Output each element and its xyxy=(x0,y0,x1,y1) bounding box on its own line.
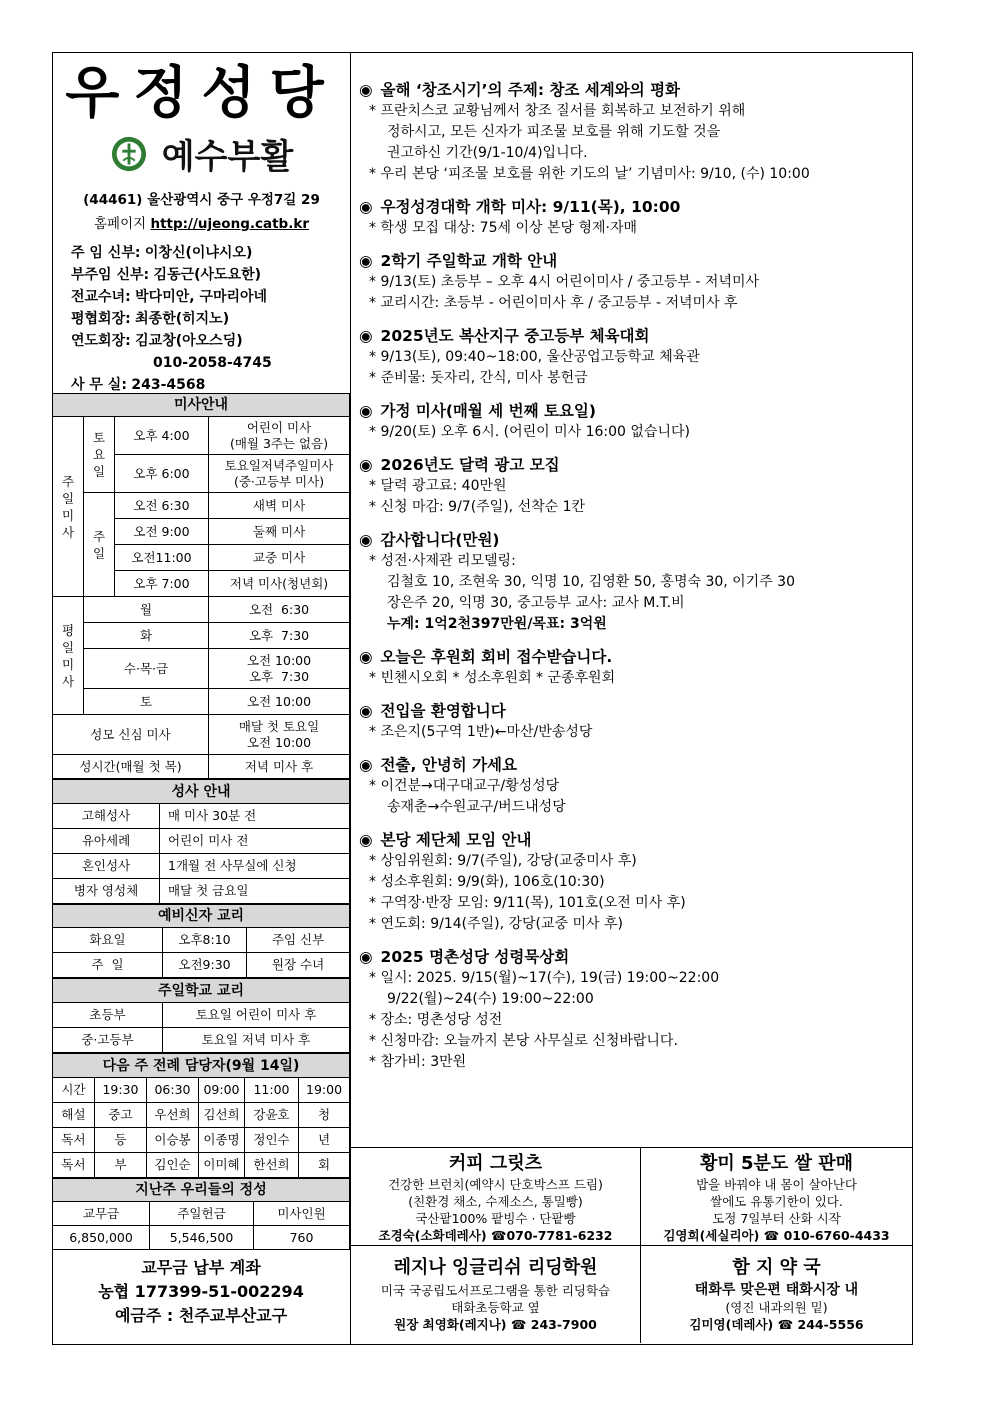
staff-row xyxy=(71,352,350,374)
notice-title-row xyxy=(359,454,912,476)
saturday-label xyxy=(84,417,115,493)
ad-line: (영진 내과의원 밑) xyxy=(725,1300,828,1315)
duty-cell: 한선희 xyxy=(245,1153,299,1178)
notice-section xyxy=(359,196,912,239)
notice-line: * 성전·사제관 리모델링: xyxy=(369,553,516,569)
vertical-label-text: 평 일 미 사 xyxy=(61,622,75,689)
staff-role: 사 무 실: xyxy=(71,377,127,393)
staff-role: 주 임 신부: xyxy=(71,245,141,261)
holy-hour-value: 저녁 미사 후 xyxy=(209,755,350,779)
notice-section xyxy=(359,79,912,185)
notice-line: * 우리 본당 ‘피조물 보호를 위한 기도의 날’ 기념미사: 9/10, (수) 10:00 xyxy=(369,166,810,182)
homepage-label: 홈페이지 xyxy=(94,216,147,232)
sunday-sub-label xyxy=(84,493,115,597)
ad-title: 레지나 잉글리쉬 리딩학원 xyxy=(393,1257,598,1278)
notice-line: * 신청마감: 오늘까지 본당 사무실로 신청바랍니다. xyxy=(369,1033,678,1049)
school-label: 초등부 xyxy=(53,1003,163,1028)
mass-desc: 교중 미사 xyxy=(209,545,350,571)
ad-line: (친환경 채소, 수제소스, 통밀빵) xyxy=(408,1194,583,1209)
bullet-icon: ◉ xyxy=(359,327,373,345)
notice-title: 가정 미사(매월 세 번째 토요일) xyxy=(380,402,596,420)
notice-line: * 참가비: 3만원 xyxy=(369,1054,467,1070)
sacrament-value: 매 미사 30분 전 xyxy=(160,804,350,829)
notice-title: 전입을 환영합니다 xyxy=(380,702,506,720)
ad-contact: 김영희(세실리아) ☎ 010-6760-4433 xyxy=(663,1228,890,1243)
ad-title: 황미 5분도 쌀 판매 xyxy=(699,1153,854,1174)
notice-line: * 상임위원회: 9/7(주일), 강당(교중미사 후) xyxy=(369,853,637,869)
notice-line: * 교리시간: 초등부 - 어린이미사 후 / 중고등부 - 저녁미사 후 xyxy=(369,295,738,311)
bullet-icon: ◉ xyxy=(359,948,373,966)
ad-contact: 조경숙(소화데레사) ☎070-7781-6232 xyxy=(378,1228,613,1243)
account-box xyxy=(52,1256,350,1328)
mass-table xyxy=(52,393,350,779)
duty-row xyxy=(53,1078,350,1103)
notice-title: 2026년도 달력 광고 모집 xyxy=(380,456,560,474)
catechumen-day: 주 일 xyxy=(53,953,163,978)
notice-line: * 일시: 2025. 9/15(월)~17(수), 19(금) 19:00~22:00 xyxy=(369,970,720,986)
mass-desc: 어린이 미사 (매월 3주는 없음) xyxy=(209,417,350,455)
duty-cell: 독서 xyxy=(53,1128,95,1153)
duty-cell: 김선희 xyxy=(199,1103,245,1128)
sunday-school-table xyxy=(52,978,350,1053)
ad-line: 국산팥100% 팥빙수 · 단팥빵 xyxy=(415,1211,576,1226)
notice-title-row xyxy=(359,946,912,968)
staff-row xyxy=(71,286,350,308)
notice-title-row xyxy=(359,829,912,851)
ad-title: 함 지 약 국 xyxy=(732,1257,821,1278)
duty-cell: 김인순 xyxy=(147,1153,199,1178)
offering-value: 6,850,000 xyxy=(53,1226,150,1250)
account-holder: 예금주 : 천주교부산교구 xyxy=(114,1306,288,1325)
mass-desc: 새벽 미사 xyxy=(209,493,350,519)
bullet-icon: ◉ xyxy=(359,456,373,474)
notice-title-row xyxy=(359,646,912,668)
vertical-label-text: 토 요 일 xyxy=(92,430,106,479)
ad-academy xyxy=(351,1246,641,1343)
mass-time: 오후 7:00 xyxy=(115,571,209,597)
bullet-icon: ◉ xyxy=(359,252,373,270)
notice-title-row xyxy=(359,79,912,101)
church-title: 우정성당 xyxy=(65,61,338,126)
account-number: 농협 177399-51-002294 xyxy=(98,1282,304,1301)
notice-line: * 이건분→대구대교구/황성성당 xyxy=(369,778,560,794)
mass-time: 오후 6:00 xyxy=(115,455,209,493)
staff-row xyxy=(71,308,350,330)
catechumen-who: 주임 신부 xyxy=(247,928,350,953)
bullet-icon: ◉ xyxy=(359,756,373,774)
sacrament-value: 어린이 미사 전 xyxy=(160,829,350,854)
ads-area xyxy=(351,1147,912,1345)
bullet-icon: ◉ xyxy=(359,81,373,99)
sacrament-label: 혼인성사 xyxy=(53,854,160,879)
notice-section xyxy=(359,829,912,935)
staff-name: 이창신(이냐시오) xyxy=(144,245,253,261)
bullet-icon: ◉ xyxy=(359,831,373,849)
notice-section xyxy=(359,754,912,818)
address: (44461) 울산광역시 중구 우정7길 29 xyxy=(83,192,320,208)
sunday-mass-label xyxy=(53,417,84,597)
notice-title-row xyxy=(359,754,912,776)
holy-hour-label: 성시간(매월 첫 목) xyxy=(53,755,209,779)
ad-rice xyxy=(641,1148,912,1246)
mass-header: 미사안내 xyxy=(53,394,350,417)
duty-cell: 년 xyxy=(299,1128,350,1153)
subtitle-text: 예수부활 xyxy=(161,137,294,177)
homepage-link[interactable]: http://ujeong.catb.kr xyxy=(150,216,309,232)
notice-line: 누계: 1억2천397만원/목표: 3억원 xyxy=(387,616,607,632)
ad-line: 미국 국공립도서프로그램을 통한 리딩학습 xyxy=(380,1283,611,1298)
staff-role: 부주임 신부: xyxy=(71,267,150,283)
duty-row xyxy=(53,1128,350,1153)
ad-title: 커피 그릿츠 xyxy=(448,1153,543,1174)
mass-time: 오전11:00 xyxy=(115,545,209,571)
duty-cell: 09:00 xyxy=(199,1078,245,1103)
bullet-icon: ◉ xyxy=(359,402,373,420)
left-column xyxy=(53,53,351,1344)
staff-name: 김교창(아오스딩) xyxy=(135,333,243,349)
staff-role: 평협회장: xyxy=(71,311,131,327)
bullet-icon: ◉ xyxy=(359,198,373,216)
notice-line: * 연도회: 9/14(주일), 강당(교중 미사 후) xyxy=(369,916,623,932)
bulletin-frame xyxy=(52,52,913,1345)
mass-desc: 저녁 미사(청년회) xyxy=(209,571,350,597)
weekday-day: 토 xyxy=(84,689,209,715)
offering-value: 760 xyxy=(254,1226,350,1250)
staff-row xyxy=(71,264,350,286)
school-value: 토요일 저녁 미사 후 xyxy=(163,1028,350,1053)
duty-cell: 이승봉 xyxy=(147,1128,199,1153)
notice-section xyxy=(359,325,912,389)
notice-title-row xyxy=(359,400,912,422)
notices-column xyxy=(351,53,912,1173)
duty-row xyxy=(53,1103,350,1128)
bullet-icon: ◉ xyxy=(359,648,373,666)
sacrament-header: 성사 안내 xyxy=(53,780,350,804)
mass-time: 오전 9:00 xyxy=(115,519,209,545)
notice-line: * 프란치스코 교황님께서 창조 질서를 회복하고 보전하기 위해 xyxy=(369,103,746,119)
offering-value: 5,546,500 xyxy=(150,1226,254,1250)
duty-cell: 시간 xyxy=(53,1078,95,1103)
notice-section xyxy=(359,454,912,518)
school-value: 토요일 어린이 미사 후 xyxy=(163,1003,350,1028)
notice-section xyxy=(359,946,912,1073)
duty-row xyxy=(53,1153,350,1178)
sacrament-value: 1개월 전 사무실에 신청 xyxy=(160,854,350,879)
duty-cell: 등 xyxy=(95,1128,147,1153)
notice-title: 올해 ‘창조시기’의 주제: 창조 세계와의 평화 xyxy=(380,81,681,99)
staff-name: 박다미안, 구마리아네 xyxy=(135,289,268,305)
sacrament-label: 병자 영성체 xyxy=(53,879,160,904)
duty-cell: 독서 xyxy=(53,1153,95,1178)
notice-section xyxy=(359,400,912,443)
duty-cell: 19:30 xyxy=(95,1078,147,1103)
account-title: 교무금 납부 계좌 xyxy=(141,1258,261,1277)
weekday-day: 월 xyxy=(84,597,209,623)
notice-line: 김철호 10, 조현욱 30, 익명 10, 김영환 50, 홍명숙 30, 이기주 30 xyxy=(387,574,795,590)
offering-head: 교무금 xyxy=(53,1202,150,1226)
weekday-day: 화 xyxy=(84,623,209,649)
duty-cell: 정인수 xyxy=(245,1128,299,1153)
notice-title: 우정성경대학 개학 미사: 9/11(목), 10:00 xyxy=(380,198,681,216)
duty-header: 다음 주 전례 담당자(9월 14일) xyxy=(53,1054,350,1078)
bullet-icon: ◉ xyxy=(359,531,373,549)
ad-contact: 김미영(데레사) ☎ 244-5556 xyxy=(689,1317,864,1332)
school-label: 중·고등부 xyxy=(53,1028,163,1053)
duty-cell: 11:00 xyxy=(245,1078,299,1103)
notice-line: 정하시고, 모든 신자가 피조물 보호를 위해 기도할 것을 xyxy=(387,124,721,140)
notice-title: 2025년도 복산지구 중고등부 체육대회 xyxy=(380,327,650,345)
notice-section xyxy=(359,529,912,635)
weekday-day: 수·목·금 xyxy=(84,649,209,689)
offering-head: 주일헌금 xyxy=(150,1202,254,1226)
notice-title-row xyxy=(359,325,912,347)
duty-cell: 이미혜 xyxy=(199,1153,245,1178)
adoration-value: 매달 첫 토요일 오전 10:00 xyxy=(209,715,350,755)
staff-role: 전교수녀: xyxy=(71,289,131,305)
offering-table xyxy=(52,1178,350,1250)
weekday-time: 오후 7:30 xyxy=(209,623,350,649)
staff-row xyxy=(71,242,350,264)
duty-cell: 19:00 xyxy=(299,1078,350,1103)
notice-line: * 9/13(토), 09:40~18:00, 울산공업고등학교 체육관 xyxy=(369,349,700,365)
notice-line: 권고하신 기간(9/1-10/4)입니다. xyxy=(387,145,588,161)
catechumen-who: 원장 수녀 xyxy=(247,953,350,978)
staff-name: 243-4568 xyxy=(131,377,206,393)
catechumen-time: 오후8:10 xyxy=(163,928,247,953)
staff-name: 최종한(히지노) xyxy=(135,311,230,327)
notice-line: * 신청 마감: 9/7(주일), 선착순 1칸 xyxy=(369,499,586,515)
catechumen-day: 화요일 xyxy=(53,928,163,953)
weekday-time: 오전 6:30 xyxy=(209,597,350,623)
duty-cell: 청 xyxy=(299,1103,350,1128)
notice-section xyxy=(359,646,912,689)
notice-title-row xyxy=(359,700,912,722)
notice-line: * 9/13(토) 초등부 – 오후 4시 어린이미사 / 중고등부 - 저녁미사 xyxy=(369,274,760,290)
subtitle-row xyxy=(53,129,350,178)
ad-coffee xyxy=(351,1148,641,1246)
sunday-school-header: 주일학교 교리 xyxy=(53,979,350,1003)
weekday-time: 오전 10:00 xyxy=(209,689,350,715)
duty-cell: 이종명 xyxy=(199,1128,245,1153)
duty-cell: 해설 xyxy=(53,1103,95,1128)
duty-table xyxy=(52,1053,350,1178)
offering-head: 미사인원 xyxy=(254,1202,350,1226)
notice-section xyxy=(359,250,912,314)
ad-contact: 원장 최영화(레지나) ☎ 243-7900 xyxy=(394,1317,597,1332)
ad-line: 건강한 브런치(예약시 단호박스프 드림) xyxy=(388,1177,603,1192)
notice-title-row xyxy=(359,529,912,551)
mass-time: 오후 4:00 xyxy=(115,417,209,455)
duty-cell: 회 xyxy=(299,1153,350,1178)
notice-line: * 조은지(5구역 1반)←마산/반송성당 xyxy=(369,724,593,740)
mass-table-wrap xyxy=(52,393,350,1328)
sacrament-value: 매달 첫 금요일 xyxy=(160,879,350,904)
notice-title-row xyxy=(359,196,912,218)
mass-desc: 둘째 미사 xyxy=(209,519,350,545)
notice-section xyxy=(359,700,912,743)
ad-pharmacy xyxy=(641,1246,912,1343)
notice-line: 송재춘→수원교구/버드내성당 xyxy=(387,799,566,815)
church-logo-icon xyxy=(110,135,148,173)
ad-line: 밥을 바꿔야 내 몸이 살아난다 xyxy=(696,1177,857,1192)
staff-role: 연도회장: xyxy=(71,333,131,349)
notice-line: * 빈첸시오회 * 성소후원회 * 군종후원회 xyxy=(369,670,616,686)
duty-cell: 우선희 xyxy=(147,1103,199,1128)
sacrament-table xyxy=(52,779,350,904)
notice-line: * 9/20(토) 오후 6시. (어린이 미사 16:00 없습니다) xyxy=(369,424,690,440)
notice-title: 전출, 안녕히 가세요 xyxy=(380,756,517,774)
notice-line: 장은주 20, 익명 30, 중고등부 교사: 교사 M.T.비 xyxy=(387,595,685,611)
ad-line: 태화루 맞은편 태화시장 내 xyxy=(694,1282,859,1298)
duty-cell: 중고 xyxy=(95,1103,147,1128)
catechumen-table xyxy=(52,904,350,978)
weekday-time: 오전 10:00 오후 7:30 xyxy=(209,649,350,689)
bullet-icon: ◉ xyxy=(359,702,373,720)
notice-line: * 장소: 명촌성당 성전 xyxy=(369,1012,503,1028)
weekday-mass-label xyxy=(53,597,84,715)
ad-line: 태화초등학교 옆 xyxy=(451,1300,540,1315)
notice-title: 2025 명촌성당 성령묵상회 xyxy=(380,948,570,966)
duty-cell: 부 xyxy=(95,1153,147,1178)
ad-line: 쌀에도 유통기한이 있다. xyxy=(710,1194,843,1209)
notice-line: * 구역장·반장 모임: 9/11(목), 101호(오전 미사 후) xyxy=(369,895,686,911)
offering-header: 지난주 우리들의 정성 xyxy=(53,1179,350,1202)
notice-title-row xyxy=(359,250,912,272)
notice-title: 오늘은 후원회 회비 접수받습니다. xyxy=(380,648,613,666)
staff-name: 김동근(사도요한) xyxy=(153,267,262,283)
notice-title: 본당 제단체 모임 안내 xyxy=(380,831,532,849)
notice-line: 9/22(월)~24(수) 19:00~22:00 xyxy=(387,991,594,1007)
staff-name: 010-2058-4745 xyxy=(153,355,272,371)
notice-title: 2학기 주일학교 개학 안내 xyxy=(380,252,558,270)
notice-line: * 성소후원회: 9/9(화), 106호(10:30) xyxy=(369,874,605,890)
staff-row xyxy=(71,330,350,352)
sacrament-label: 유아세례 xyxy=(53,829,160,854)
adoration-label: 성모 신심 미사 xyxy=(53,715,209,755)
notice-title: 감사합니다(만원) xyxy=(380,531,500,549)
ad-line: 도정 7일부터 산화 시작 xyxy=(712,1211,841,1226)
mass-desc: 토요일저녁주일미사 (중·고등부 미사) xyxy=(209,455,350,493)
catechumen-time: 오전9:30 xyxy=(163,953,247,978)
vertical-label-text: 주 일 xyxy=(92,528,106,561)
staff-list xyxy=(71,242,350,396)
mass-time: 오전 6:30 xyxy=(115,493,209,519)
notice-line: * 준비물: 돗자리, 간식, 미사 봉헌금 xyxy=(369,370,588,386)
notice-line: * 학생 모집 대상: 75세 이상 본당 형제·자매 xyxy=(369,220,637,236)
duty-cell: 06:30 xyxy=(147,1078,199,1103)
sacrament-label: 고해성사 xyxy=(53,804,160,829)
vertical-label-text: 주 일 미 사 xyxy=(61,473,75,540)
notice-line: * 달력 광고료: 40만원 xyxy=(369,478,507,494)
catechumen-header: 예비신자 교리 xyxy=(53,905,350,928)
duty-cell: 강윤호 xyxy=(245,1103,299,1128)
homepage-row xyxy=(53,212,350,232)
